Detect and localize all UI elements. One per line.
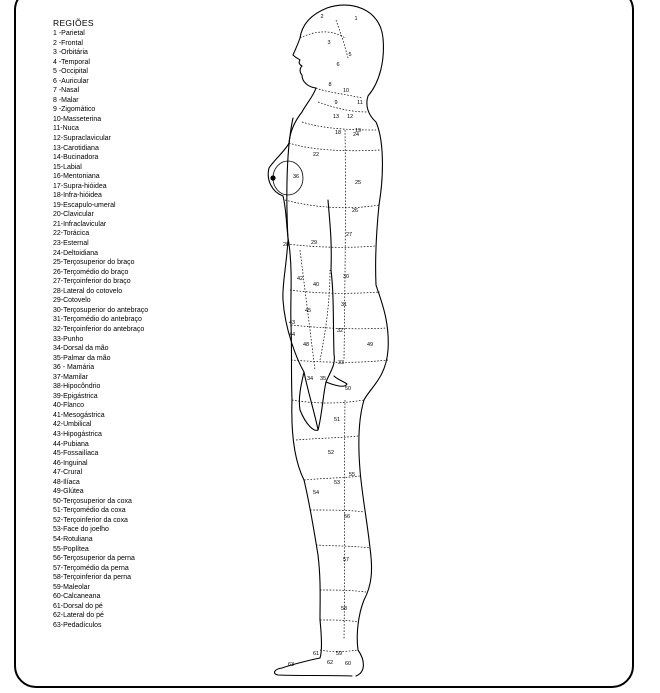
legend-item: 16-Mentoniana [53, 171, 100, 181]
legend-item: 19-Escapulo-umeral [53, 199, 116, 209]
region-number-label: 35 [319, 376, 327, 382]
legend-item: 41-Mesogástrica [53, 409, 105, 419]
legend-item: 29-Cotovelo [53, 295, 91, 305]
region-number-label: 18 [334, 130, 342, 136]
region-number-label: 27 [345, 232, 353, 238]
region-number-label: 53 [333, 480, 341, 486]
region-number-label: 13 [332, 114, 340, 120]
legend-item: 44-Pubiana [53, 438, 89, 448]
region-number-label: 5 [348, 52, 352, 58]
legend-item: 42-Umbilical [53, 419, 92, 429]
region-number-label: 44 [288, 332, 296, 338]
legend-item: 4 -Temporal [53, 56, 90, 66]
region-number-label: 19 [354, 128, 362, 134]
legend-item: 13-Carotidiana [53, 142, 99, 152]
region-number-label: 12 [346, 114, 354, 120]
legend-item: 8 -Malar [53, 94, 79, 104]
legend-item: 37-Mamilar [53, 371, 88, 381]
region-number-label: 55 [348, 472, 356, 478]
legend-item: 59-Maleolar [53, 581, 90, 591]
legend-item: 36 - Mamária [53, 362, 95, 372]
legend-item: 34-Dorsal da mão [53, 343, 109, 353]
region-number-label: 52 [327, 450, 335, 456]
legend-title: REGIÕES [53, 18, 94, 28]
legend-item: 39-Epigástrica [53, 390, 98, 400]
region-number-label: 54 [312, 490, 320, 496]
legend-item: 38-Hipocôndrio [53, 381, 101, 391]
legend-item: 23-Esternal [53, 238, 89, 248]
region-number-label: 28 [282, 242, 290, 248]
legend-item: 62-Lateral do pé [53, 610, 104, 620]
legend-item: 10-Masseterina [53, 113, 102, 123]
legend-item: 53-Face do joelho [53, 524, 109, 534]
legend-item: 61-Dorsal do pé [53, 600, 103, 610]
legend-item: 46-Inguinal [53, 457, 88, 467]
region-number-label: 49 [366, 342, 374, 348]
region-number-label: 50 [344, 386, 352, 392]
legend-item: 49-Glútea [53, 486, 84, 496]
region-number-label: 51 [333, 417, 341, 423]
region-number-label: 22 [312, 152, 320, 158]
legend-item: 2 -Frontal [53, 37, 83, 47]
legend-item: 12-Supraclavicular [53, 133, 111, 143]
region-number-label: 6 [336, 62, 340, 68]
legend-item: 51-Terçomédio da coxa [53, 505, 126, 515]
legend-item: 18-Infra-hióidea [53, 190, 102, 200]
region-number-label: 25 [354, 180, 362, 186]
legend-item: 3 -Orbitária [53, 47, 88, 57]
legend-item: 9 -Zigomático [53, 104, 96, 114]
region-number-label: 33 [337, 360, 345, 366]
legend-item: 6 -Auricular [53, 75, 89, 85]
region-number-label: 36 [292, 174, 300, 180]
region-number-label: 32 [336, 328, 344, 334]
region-number-label: 31 [340, 302, 348, 308]
region-number-label: 42 [296, 276, 304, 282]
region-number-label: 10 [342, 88, 350, 94]
legend-item: 45-Fossailíaca [53, 448, 99, 458]
legend-item: 25-Terçosuperior do braço [53, 257, 135, 267]
figure-region-numbers [283, 14, 373, 668]
region-number-label: 61 [312, 651, 320, 657]
region-number-label: 56 [343, 514, 351, 520]
region-number-label: 34 [306, 376, 314, 382]
region-number-label: 43 [288, 320, 296, 326]
region-number-label: 24 [352, 132, 360, 138]
region-number-label: 57 [342, 557, 350, 563]
region-number-label: 48 [302, 342, 310, 348]
legend-item: 55-Poplítea [53, 543, 89, 553]
region-number-label: 60 [344, 661, 352, 667]
region-number-label: 1 [354, 16, 358, 22]
legend-item: 47-Crural [53, 467, 83, 477]
region-number-label: 11 [357, 100, 363, 106]
legend-item: 50-Terçosuperior da coxa [53, 495, 132, 505]
region-number-label: 58 [340, 606, 348, 612]
legend-item: 57-Terçomédio da perna [53, 562, 129, 572]
legend-item: 15-Labial [53, 161, 82, 171]
region-number-label: 8 [328, 82, 332, 88]
legend-item: 26-Terçomédio do braço [53, 266, 129, 276]
legend-item: 7 -Nasal [53, 85, 80, 95]
legend-item: 22-Torácica [53, 228, 90, 238]
region-number-label: 63 [287, 662, 295, 668]
region-number-label: 30 [342, 274, 350, 280]
legend-item: 40-Flanco [53, 400, 85, 410]
region-number-label: 2 [320, 14, 324, 20]
legend-item: 30-Terçosuperior do antebraço [53, 304, 149, 314]
legend-item: 56-Terçosuperior da perna [53, 553, 135, 563]
region-number-label: 9 [334, 100, 338, 106]
legend-item: 1 -Parietal [53, 28, 85, 37]
legend-item: 63-Pedadículos [53, 619, 102, 629]
region-number-label: 3 [327, 40, 331, 46]
legend-item: 52-Terçoinferior da coxa [53, 514, 128, 524]
legend-item: 58-Terçoinferior da perna [53, 572, 132, 582]
region-number-label: 26 [351, 208, 359, 214]
legend-item: 43-Hipogástrica [53, 428, 102, 438]
legend-item: 27-Terçoinferior do braço [53, 276, 131, 286]
legend-item: 11-Nuca [53, 123, 79, 133]
region-number-label: 45 [304, 308, 312, 314]
region-number-label: 59 [335, 651, 343, 657]
region-number-label: 40 [312, 282, 320, 288]
legend-item: 60-Calcaneana [53, 591, 101, 601]
legend-item: 33-Punho [53, 333, 84, 343]
region-number-label: 29 [310, 240, 318, 246]
legend-item: 32-Terçoinferior do antebraço [53, 323, 145, 333]
legend-item: 14-Bucinadora [53, 152, 99, 162]
legend-item: 48-Ilíaca [53, 476, 80, 486]
region-number-label: 62 [326, 660, 334, 666]
legend-item: 21-Infraclavicular [53, 218, 107, 228]
legend-item: 17-Supra-hióidea [53, 180, 107, 190]
legend-item: 20-Clavicular [53, 209, 94, 219]
legend-item: 35-Palmar da mão [53, 352, 111, 362]
legend-item: 28-Lateral do cotovelo [53, 285, 123, 295]
legend-item: 31-Terçomédio do antebraço [53, 314, 142, 324]
legend-item: 54-Rotuliana [53, 533, 93, 543]
legend-item: 5 -Occipital [53, 66, 88, 76]
legend-item: 24-Deltoidiana [53, 247, 99, 257]
